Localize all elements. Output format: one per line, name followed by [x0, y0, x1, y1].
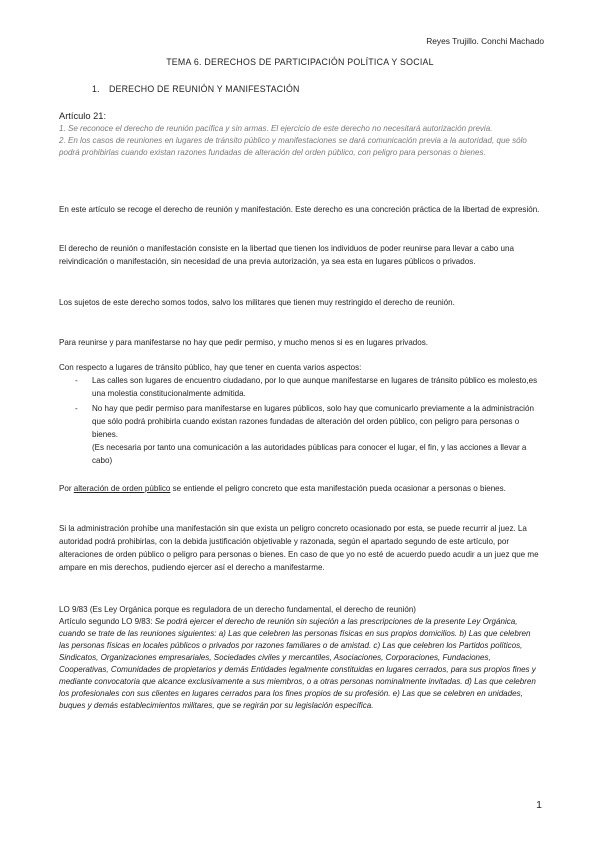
- lo-heading: LO 9/83 (Es Ley Orgánica porque es reguladora de un derecho fundamental, el derecho de reunión): [59, 605, 416, 614]
- public-order-prefix: Por: [59, 484, 74, 493]
- bullet-dash: -: [75, 376, 78, 385]
- lo-article-body: Se podrá ejercer el derecho de reunión sin sujeción a las prescripciones de la presente Ley Orgánica, cuando se trate de las reuniones siguientes: a) Las que celebren las personas físicas en sus propios domicilios. b) Las que celebren las personas físicas en locales públicos o privados por razones familiares o de amistad. c) Las que celebren los Partidos políticos, Sindicatos, Organizaciones empresariales, Sociedades civiles y mercantiles, Asociaciones, Corporaciones, Fundaciones, Cooperativas, Comunidades de propietarios y demás Entidades legalmente constituidas en lugares cerrados, para sus propios fines y mediante convocatoria que alcance exclusivamente a sus miembros, o a otras personas nominalmente invitadas. d) Las que celebren los profesionales con sus clientes en lugares cerrados para los fines propios de su profesión. e) Las que se celebren en unidades, buques y demás establecimientos militares, que se regirán por su legislación específica.: [59, 617, 536, 710]
- lo-article-text: [59, 616, 542, 712]
- paragraph-public-order: [59, 482, 542, 495]
- paragraph-intro: En este artículo se recoge el derecho de reunión y manifestación. Este derecho es una concreción práctica de la libertad de expresión.: [59, 205, 540, 214]
- document-title: TEMA 6. DERECHOS DE PARTICIPACIÓN POLÍTICA Y SOCIAL: [166, 57, 434, 67]
- bullet-text: Las calles son lugares de encuentro ciudadano, por lo que aunque manifestarse en lugares de tránsito público es molesto,es una molestia constitucionalmente admitida.: [92, 376, 538, 398]
- bullet-dash: -: [75, 404, 78, 413]
- lo-article-label: Artículo segundo LO 9/83:: [59, 617, 155, 626]
- page-number: 1: [536, 799, 542, 811]
- bullet-note: (Es necesaria por tanto una comunicación a las autoridades públicas para conocer el lugar, el fin, y las acciones a llevar a cabo): [92, 443, 527, 465]
- paragraph-definition: El derecho de reunión o manifestación consiste en la libertad que tienen los individuos de poder reunirse para llevar a cabo una reivindicación o manifestación, sin necesidad de una previa autorización, ya sea esta en lugares públicos o privados.: [59, 244, 514, 266]
- lo-section: [59, 604, 542, 712]
- paragraph-subjects: Los sujetos de este derecho somos todos, salvo los militares que tienen muy restringido el derecho de reunión.: [59, 298, 455, 307]
- section-heading: [92, 84, 300, 94]
- article-clause-2: 2. En los casos de reuniones en lugares de tránsito público y manifestaciones se dará comunicación previa a la autoridad, que sólo podrá prohibirlas cuando existan razones fundadas de alteración del orden público, con peligro para personas o bienes.: [59, 136, 527, 158]
- article-quote: [59, 110, 542, 160]
- bullet-text: No hay que pedir permiso para manifestarse en lugares públicos, solo hay que comunicarlo previamente a la administración que sólo podrá prohibirla cuando existan razones fundadas de alteración del orden público, con peligro para personas o bienes.: [92, 404, 534, 439]
- section-number: 1.: [92, 84, 100, 94]
- list-item: [59, 402, 542, 467]
- paragraph-prohibition: Si la administración prohíbe una manifestación sin que exista un peligro concreto ocasionado por esta, se puede recurrir al juez. La autoridad podrá prohibirlas, con la debida justificación objetivable y razonada, según el apartado segundo de este artículo, por alteraciones de orden público o peligro para personas o bienes. En caso de que yo no esté de acuerdo puedo acudir a un juez que me ampare en mis derechos, pudiendo ejercer así el derecho a manifestarme.: [59, 524, 539, 572]
- article-clause-1: 1. Se reconoce el derecho de reunión pacífica y sin armas. El ejercicio de este derecho no necesitará autorización previa.: [59, 124, 493, 133]
- list-item: [59, 374, 542, 400]
- paragraph-public-places: Con respecto a lugares de tránsito público, hay que tener en cuenta varios aspectos:: [59, 363, 362, 372]
- article-heading: Artículo 21:: [59, 111, 107, 121]
- public-order-suffix: se entiende el peligro concreto que esta manifestación pueda ocasionar a personas o bienes.: [170, 484, 506, 493]
- author-header: Reyes Trujillo. Conchi Machado: [426, 36, 544, 46]
- paragraph-permission: Para reunirse y para manifestarse no hay que pedir permiso, y mucho menos si es en lugares privados.: [59, 338, 429, 347]
- section-title: DERECHO DE REUNIÓN Y MANIFESTACIÓN: [109, 84, 300, 94]
- public-order-term: alteración de orden público: [73, 484, 171, 493]
